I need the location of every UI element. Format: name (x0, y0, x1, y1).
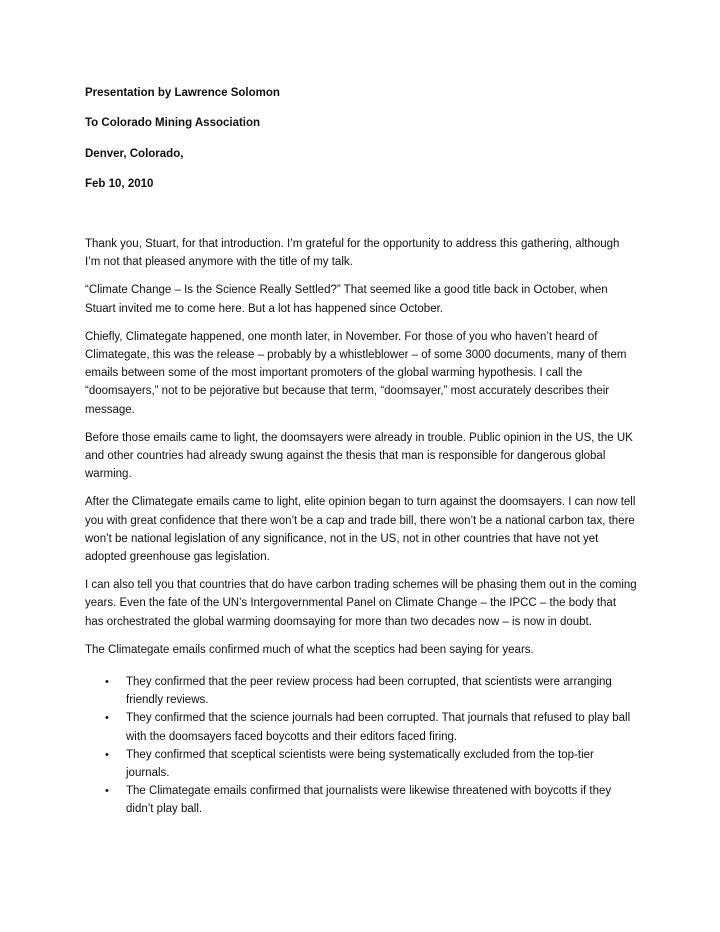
bullet-text: The Climategate emails confirmed that journalists were likewise threatened with boycotts if they didn’t play ball. (126, 785, 612, 816)
list-item (85, 782, 637, 818)
bullet-list (85, 673, 637, 819)
bullet-text: They confirmed that the science journals had been corrupted. That journals that refused to play ball with the doomsayers faced boycotts and their editors faced firing. (126, 712, 631, 743)
bullet-icon: • (105, 676, 109, 689)
bullet-icon: • (105, 785, 109, 798)
paragraph-public-opinion: Before those emails came to light, the doomsayers were already in trouble. Public opinion in the US, the UK and other countries had already swung against the thesis that man is responsible for dangerous global warming. (85, 431, 633, 481)
speech-body (85, 235, 637, 819)
paragraph-climategate: Chiefly, Climategate happened, one month later, in November. For those of you who haven’t heard of Climategate, this was the release – probably by a whistleblower – of some 3000 documents, many of them emails between some of the most important promoters of the global warming hypothesis. I call the “doomsayers,” not to be pejorative but because that term, “doomsayer,” most accurately describes their message. (85, 330, 627, 416)
audience-line: To Colorado Mining Association (85, 117, 261, 129)
location-line: Denver, Colorado, (85, 148, 184, 160)
paragraph-emails-confirmed: The Climategate emails confirmed much of what the sceptics had been saying for years. (85, 643, 534, 656)
bullet-icon: • (105, 712, 109, 725)
list-item (85, 709, 637, 745)
paragraph-intro: Thank you, Stuart, for that introduction. I’m grateful for the opportunity to address this gathering, although I’m not that pleased anymore with the title of my talk. (85, 238, 620, 269)
paragraph-elite-opinion: After the Climategate emails came to light, elite opinion began to turn against the doomsayers. I can now tell you with great confidence that there won’t be a cap and trade bill, there won’t be a national carbon tax, there won’t be national legislation of any significance, not in the US, not in other countries that have not yet adopted greenhouse gas legislation. (85, 496, 636, 564)
bullet-text: They confirmed that the peer review process had been corrupted, that scientists were arranging friendly reviews. (126, 676, 612, 707)
list-item (85, 746, 637, 782)
presenter-line: Presentation by Lawrence Solomon (85, 87, 280, 99)
bullet-text: They confirmed that sceptical scientists were being systematically excluded from the top-tier journals. (126, 748, 594, 780)
paragraph-carbon-trading: I can also tell you that countries that do have carbon trading schemes will be phasing them out in the coming years. Even the fate of the UN’s Intergovernmental Panel on Climate Change – the IPCC – the body that has orchestrated the global warming doomsaying for more than two decades now – is now in doubt. (85, 579, 637, 628)
date-line: Feb 10, 2010 (85, 178, 154, 190)
list-item (85, 673, 637, 709)
bullet-icon: • (105, 748, 109, 761)
paragraph-title: “Climate Change – Is the Science Really Settled?” That seemed like a good title back in October, when Stuart invited me to come here. But a lot has happened since October. (85, 284, 608, 315)
